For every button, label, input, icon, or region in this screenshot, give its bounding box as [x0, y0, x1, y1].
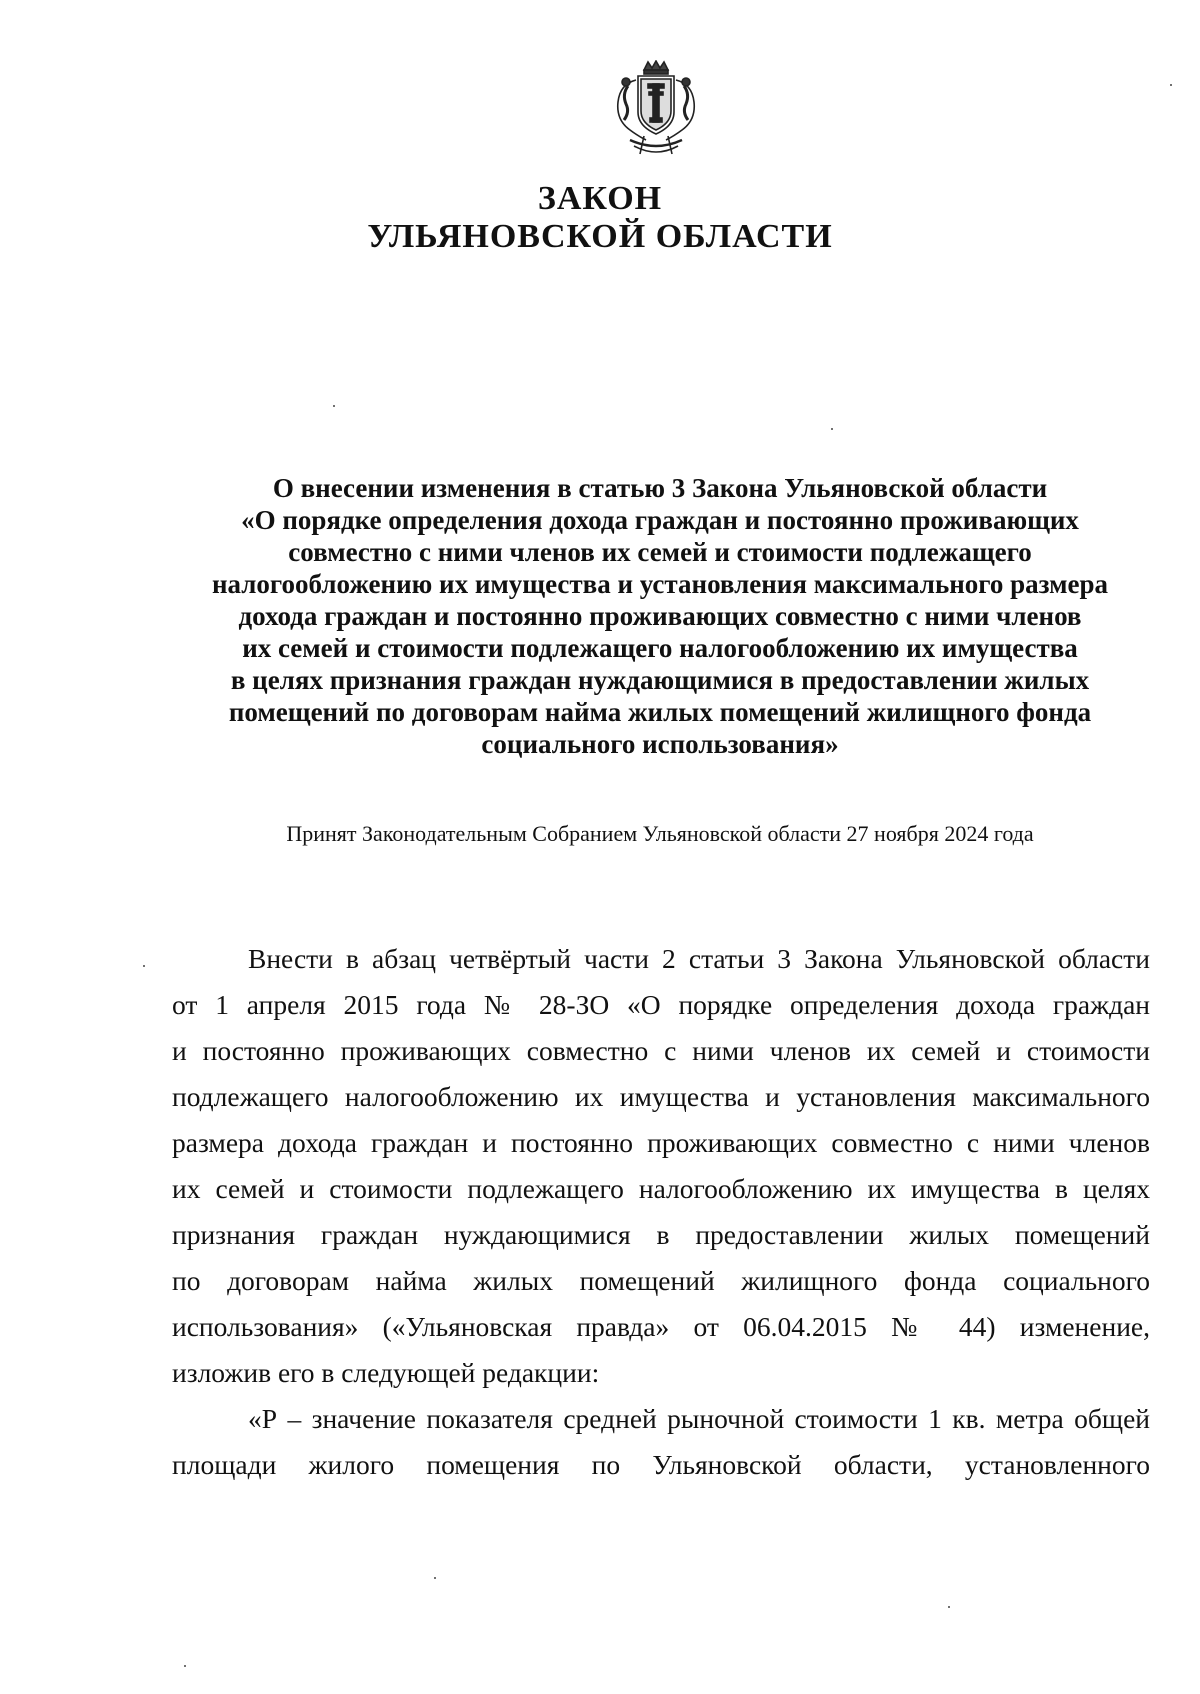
- scan-speck: [184, 1665, 186, 1667]
- subject-line: помещений по договорам найма жилых помещений жилищного фонда: [228, 697, 1092, 727]
- body-line: признания граждан нуждающимися в предоставлении жилых помещений: [172, 1219, 1150, 1250]
- coat-of-arms-emblem-icon: [600, 60, 712, 160]
- adoption-statement: Принят Законодательным Собранием Ульяновской области 27 ноября 2024 года: [286, 821, 1034, 846]
- body-line: от 1 апреля 2015 года № 28-ЗО «О порядке определения дохода граждан: [172, 989, 1150, 1020]
- subject-line: в целях признания граждан нуждающимися в предоставлении жилых: [230, 665, 1090, 695]
- scan-speck: [434, 1577, 436, 1579]
- law-title-line-2: УЛЬЯНОВСКОЙ ОБЛАСТИ: [367, 218, 833, 255]
- law-title: [0, 180, 1200, 256]
- law-body: [172, 936, 1150, 1488]
- subject-line: их семей и стоимости подлежащего налогообложению их имущества: [242, 633, 1078, 663]
- body-line: использования» («Ульяновская правда» от 06.04.2015 № 44) изменение,: [172, 1311, 1150, 1342]
- law-subject-heading: [160, 472, 1160, 760]
- body-line: изложив его в следующей редакции:: [172, 1357, 600, 1388]
- scan-speck: [1170, 84, 1172, 86]
- body-line: размера дохода граждан и постоянно проживающих совместно с ними членов: [172, 1127, 1150, 1158]
- scan-speck: [948, 1606, 950, 1608]
- scan-speck: [333, 405, 335, 407]
- body-line: по договорам найма жилых помещений жилищного фонда социального: [172, 1265, 1150, 1296]
- subject-line: «О порядке определения дохода граждан и постоянно проживающих: [241, 505, 1079, 535]
- subject-line: дохода граждан и постоянно проживающих совместно с ними членов: [238, 601, 1082, 631]
- body-line: и постоянно проживающих совместно с ними членов их семей и стоимости: [172, 1035, 1150, 1066]
- law-title-line-1: ЗАКОН: [537, 180, 663, 217]
- scan-speck: [831, 428, 833, 430]
- body-line: подлежащего налогообложению их имущества и установления максимального: [172, 1081, 1150, 1112]
- subject-line: О внесении изменения в статью 3 Закона Ульяновской области: [272, 473, 1048, 503]
- body-line: их семей и стоимости подлежащего налогообложению их имущества в целях: [172, 1173, 1150, 1204]
- body-line: «Р – значение показателя средней рыночной стоимости 1 кв. метра общей: [248, 1403, 1150, 1434]
- subject-line: социального использования»: [481, 729, 839, 759]
- scan-speck: [143, 965, 145, 967]
- body-line: площади жилого помещения по Ульяновской области, установленного: [172, 1449, 1150, 1480]
- body-line: Внести в абзац четвёртый части 2 статьи 3 Закона Ульяновской области: [248, 943, 1150, 974]
- subject-line: совместно с ними членов их семей и стоимости подлежащего: [288, 537, 1032, 567]
- subject-line: налогообложению их имущества и установления максимального размера: [211, 569, 1108, 599]
